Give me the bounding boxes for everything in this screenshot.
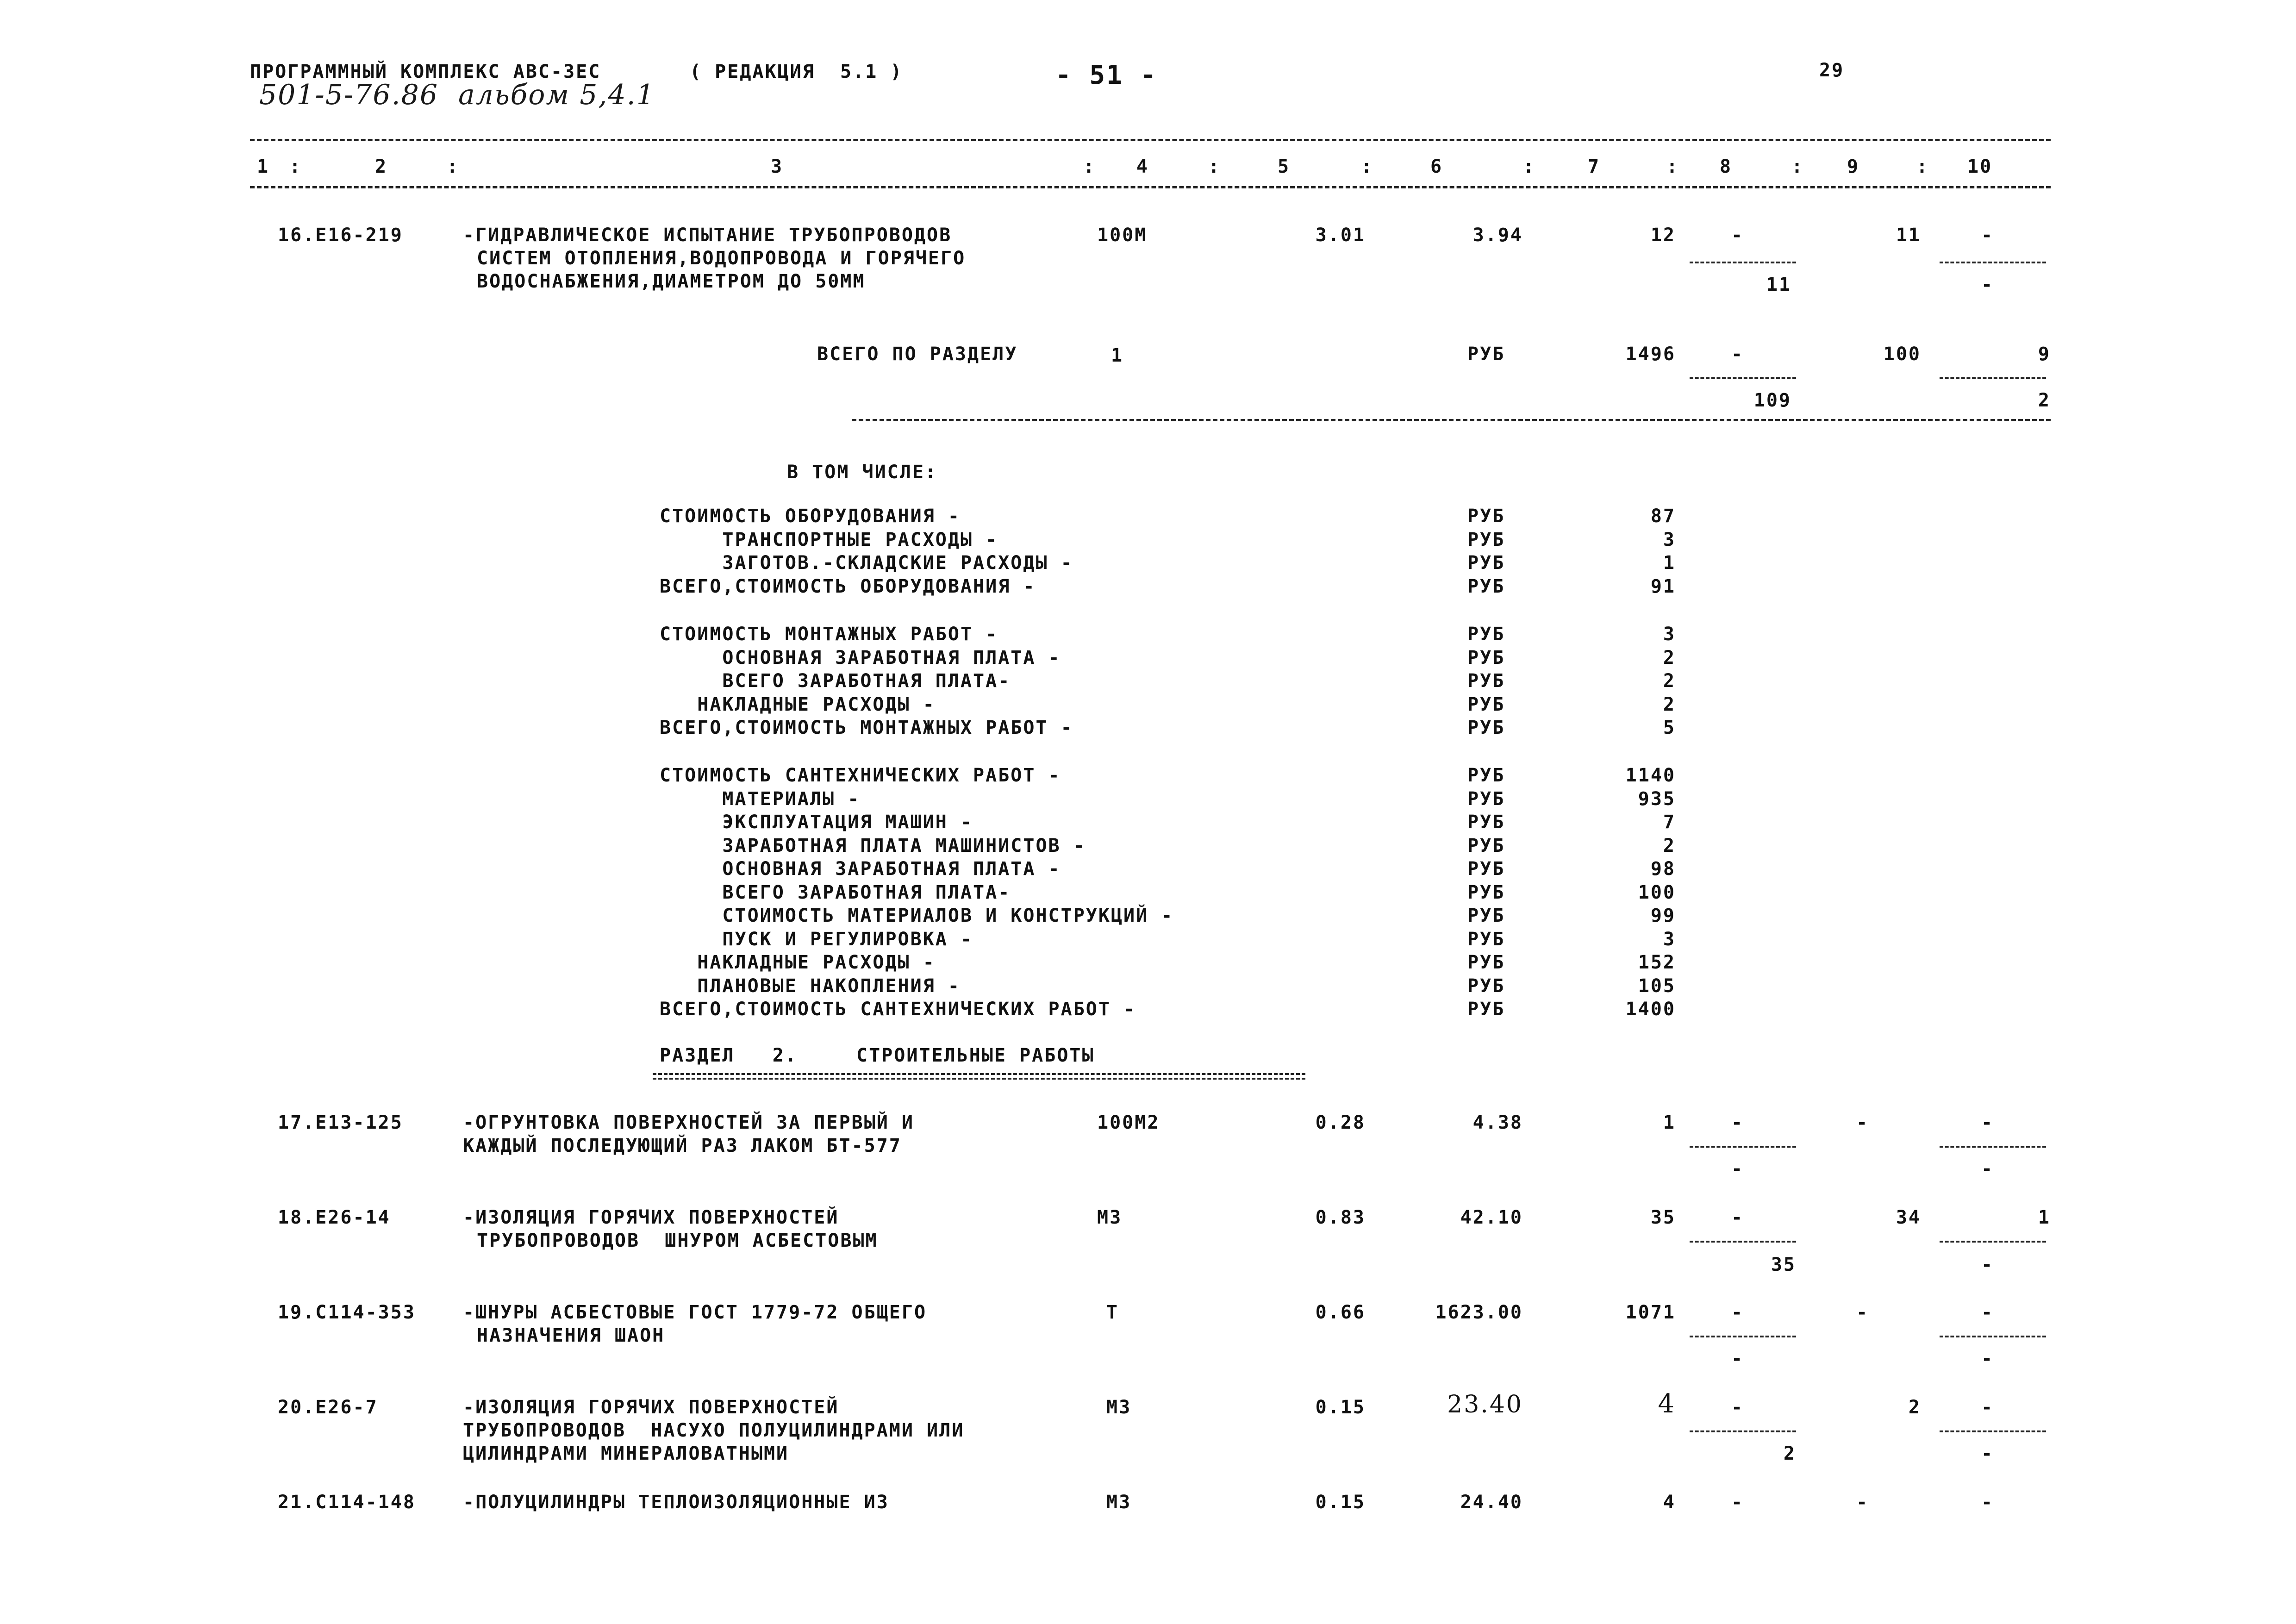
- breakdown-unit: РУБ: [1467, 647, 1505, 668]
- breakdown-value: 1400: [1625, 999, 1676, 1020]
- row-desc-line: -ОГРУНТОВКА ПОВЕРХНОСТЕЙ ЗА ПЕРВЫЙ И: [463, 1112, 914, 1133]
- row-c10: -: [1981, 1112, 1994, 1133]
- breakdown-label: ВСЕГО ЗАРАБОТНАЯ ПЛАТА-: [660, 670, 1011, 692]
- breakdown-value: 5: [1663, 717, 1676, 738]
- section-total-c10: 9: [2038, 344, 2051, 365]
- row-desc-line: -ИЗОЛЯЦИЯ ГОРЯЧИХ ПОВЕРХНОСТЕЙ: [463, 1207, 839, 1228]
- row-unit: Т: [1106, 1302, 1119, 1323]
- section-total-c9: 100: [1883, 344, 1921, 365]
- row-desc-line: ЦИЛИНДРАМИ МИНЕРАЛОВАТНЫМИ: [463, 1443, 789, 1464]
- column-separator: :: [289, 156, 302, 177]
- c10-fraction-line: [1940, 1146, 2046, 1148]
- c10-fraction-line: [1940, 377, 2046, 379]
- c8-fraction-line: [1690, 1336, 1796, 1337]
- column-separator: :: [1916, 156, 1929, 177]
- breakdown-value: 87: [1650, 506, 1676, 527]
- column-separator: :: [1361, 156, 1374, 177]
- row-c10b: -: [1981, 1158, 1994, 1180]
- row-unit: 100М2: [1097, 1112, 1160, 1133]
- breakdown-value: 3: [1663, 624, 1676, 645]
- breakdown-label: ПУСК И РЕГУЛИРОВКА -: [660, 928, 973, 950]
- breakdown-value: 99: [1650, 905, 1676, 926]
- breakdown-label: ЭКСПЛУАТАЦИЯ МАШИН -: [660, 812, 973, 833]
- header-rule-top: [250, 139, 2051, 141]
- handwritten-code: 501-5-76.86: [259, 79, 439, 111]
- breakdown-label: ЗАГОТОВ.-СКЛАДСКИЕ РАСХОДЫ -: [660, 552, 1073, 574]
- breakdown-unit: РУБ: [1467, 717, 1505, 738]
- row-c10: 1: [2038, 1207, 2051, 1228]
- breakdown-unit: РУБ: [1467, 858, 1505, 880]
- breakdown-value: 105: [1638, 975, 1676, 997]
- row-c9: 2: [1908, 1397, 1921, 1418]
- column-separator: :: [1083, 156, 1096, 177]
- breakdown-label: ВСЕГО,СТОИМОСТЬ МОНТАЖНЫХ РАБОТ -: [660, 717, 1073, 738]
- c8-fraction-line: [1690, 262, 1796, 263]
- column-number: 5: [1278, 156, 1291, 177]
- breakdown-unit: РУБ: [1467, 928, 1505, 950]
- column-number: 7: [1588, 156, 1601, 177]
- row-qty: 3.01: [1315, 225, 1366, 246]
- row-desc-line: ВОДОСНАБЖЕНИЯ,ДИАМЕТРОМ ДО 50ММ: [477, 271, 866, 292]
- breakdown-unit: РУБ: [1467, 552, 1505, 574]
- row-desc-line: СИСТЕМ ОТОПЛЕНИЯ,ВОДОПРОВОДА И ГОРЯЧЕГО: [477, 248, 966, 269]
- row-unit: 100М: [1097, 225, 1148, 246]
- row-total: 12: [1650, 225, 1676, 246]
- header-rule-bottom: [250, 186, 2051, 188]
- row-price: 24.40: [1460, 1492, 1523, 1513]
- section2-title: СТРОИТЕЛЬНЫЕ РАБОТЫ: [856, 1045, 1095, 1066]
- row-desc-line: ТРУБОПРОВОДОВ НАСУХО ПОЛУЦИЛИНДРАМИ ИЛИ: [463, 1420, 965, 1441]
- breakdown-label: ОСНОВНАЯ ЗАРАБОТНАЯ ПЛАТА -: [660, 858, 1061, 880]
- row-code: 17.Е13-125: [278, 1112, 403, 1133]
- c8-fraction-line: [1690, 1146, 1796, 1148]
- breakdown-unit: РУБ: [1467, 812, 1505, 833]
- breakdown-value: 1140: [1625, 765, 1676, 786]
- breakdown-label: НАКЛАДНЫЕ РАСХОДЫ -: [660, 952, 936, 973]
- row-qty: 0.83: [1315, 1207, 1366, 1228]
- program-title: ПРОГРАММНЫЙ КОМПЛЕКС АВС-3ЕС: [250, 61, 601, 82]
- including-label: В ТОМ ЧИСЛЕ:: [787, 462, 937, 483]
- row-c10: -: [1981, 1397, 1994, 1418]
- breakdown-value: 7: [1663, 812, 1676, 833]
- row-total: 4: [1663, 1492, 1676, 1513]
- breakdown-unit: РУБ: [1467, 529, 1505, 550]
- c10-fraction-line: [1940, 1241, 2046, 1243]
- column-separator: :: [447, 156, 460, 177]
- row-c10b: -: [1981, 1348, 1994, 1369]
- row-desc-line: -ИЗОЛЯЦИЯ ГОРЯЧИХ ПОВЕРХНОСТЕЙ: [463, 1397, 839, 1418]
- breakdown-value: 2: [1663, 835, 1676, 856]
- c8-fraction-line: [1690, 377, 1796, 379]
- column-number: 9: [1847, 156, 1860, 177]
- row-price: 1623.00: [1435, 1302, 1523, 1323]
- breakdown-label: ТРАНСПОРТНЫЕ РАСХОДЫ -: [660, 529, 998, 550]
- breakdown-value: 91: [1650, 575, 1676, 597]
- breakdown-unit: РУБ: [1467, 765, 1505, 786]
- row-c8b: -: [1731, 1158, 1744, 1180]
- row-qty: 0.28: [1315, 1112, 1366, 1133]
- handwritten-album: альбом 5,4.1: [458, 79, 655, 111]
- c10-fraction-line: [1940, 262, 2046, 263]
- column-number: 2: [375, 156, 388, 177]
- row-qty: 0.15: [1315, 1492, 1366, 1513]
- breakdown-unit: РУБ: [1467, 905, 1505, 926]
- breakdown-unit: РУБ: [1467, 624, 1505, 645]
- column-separator: :: [1523, 156, 1536, 177]
- row-code: 20.Е26-7: [278, 1397, 378, 1418]
- row-total: 35: [1650, 1207, 1676, 1228]
- edition-label: ( РЕДАКЦИЯ 5.1 ): [690, 61, 903, 82]
- row-c9: -: [1856, 1492, 1869, 1513]
- row-c9: -: [1856, 1302, 1869, 1323]
- breakdown-label: СТОИМОСТЬ МОНТАЖНЫХ РАБОТ -: [660, 624, 998, 645]
- row-desc-line: КАЖДЫЙ ПОСЛЕДУЮЩИЙ РАЗ ЛАКОМ БТ-577: [463, 1135, 902, 1156]
- row-total: 4: [1658, 1389, 1676, 1419]
- column-separator: :: [1791, 156, 1804, 177]
- section-total-num: 1: [1111, 345, 1124, 366]
- section2-underline-1: [653, 1073, 1305, 1075]
- row-c8: -: [1731, 1492, 1744, 1513]
- section-total-label: ВСЕГО ПО РАЗДЕЛУ: [817, 344, 1018, 365]
- breakdown-label: МАТЕРИАЛЫ -: [660, 788, 861, 810]
- section-total-c8b: 109: [1753, 390, 1791, 411]
- column-separator: :: [1208, 156, 1221, 177]
- row-unit: М3: [1097, 1207, 1123, 1228]
- row-price: 3.94: [1472, 225, 1523, 246]
- section-total-value: 1496: [1625, 344, 1676, 365]
- row-c9: -: [1856, 1112, 1869, 1133]
- breakdown-unit: РУБ: [1467, 788, 1505, 810]
- breakdown-value: 2: [1663, 693, 1676, 715]
- page-number-center: - 51 -: [1055, 60, 1158, 90]
- breakdown-unit: РУБ: [1467, 670, 1505, 692]
- row-qty: 0.15: [1315, 1397, 1366, 1418]
- row-c8: -: [1731, 1397, 1744, 1418]
- row-c8b: 35: [1771, 1254, 1796, 1275]
- row-desc-line: -ГИДРАВЛИЧЕСКОЕ ИСПЫТАНИЕ ТРУБОПРОВОДОВ: [463, 225, 952, 246]
- row-c8b: 11: [1766, 274, 1791, 295]
- c10-fraction-line: [1940, 1430, 2046, 1432]
- breakdown-label: СТОИМОСТЬ МАТЕРИАЛОВ И КОНСТРУКЦИЙ -: [660, 905, 1174, 926]
- row-code: 19.С114-353: [278, 1302, 416, 1323]
- breakdown-value: 152: [1638, 952, 1676, 973]
- row-c8: -: [1731, 1302, 1744, 1323]
- section-total-c8: -: [1731, 344, 1744, 365]
- row-c8b: 2: [1783, 1443, 1796, 1464]
- column-number: 8: [1720, 156, 1733, 177]
- breakdown-label: СТОИМОСТЬ САНТЕХНИЧЕСКИХ РАБОТ -: [660, 765, 1061, 786]
- row-desc-line: -ПОЛУЦИЛИНДРЫ ТЕПЛОИЗОЛЯЦИОННЫЕ ИЗ: [463, 1492, 889, 1513]
- row-c8: -: [1731, 1112, 1744, 1133]
- breakdown-value: 100: [1638, 881, 1676, 903]
- row-c10: -: [1981, 1492, 1994, 1513]
- breakdown-value: 3: [1663, 928, 1676, 950]
- row-c8: -: [1731, 225, 1744, 246]
- page-number-right: 29: [1819, 60, 1845, 81]
- breakdown-value: 935: [1638, 788, 1676, 810]
- row-price: 23.40: [1447, 1391, 1523, 1418]
- row-unit: М3: [1106, 1492, 1132, 1513]
- breakdown-unit: РУБ: [1467, 575, 1505, 597]
- breakdown-label: ВСЕГО,СТОИМОСТЬ САНТЕХНИЧЕСКИХ РАБОТ -: [660, 999, 1136, 1020]
- row-c10b: -: [1981, 274, 1994, 295]
- column-separator: :: [1666, 156, 1679, 177]
- breakdown-unit: РУБ: [1467, 693, 1505, 715]
- row-qty: 0.66: [1315, 1302, 1366, 1323]
- section-total-rule: [852, 419, 2051, 421]
- row-c10b: -: [1981, 1443, 1994, 1464]
- row-c10: -: [1981, 225, 1994, 246]
- row-desc-line: ТРУБОПРОВОДОВ ШНУРОМ АСБЕСТОВЫМ: [477, 1230, 878, 1251]
- row-desc-line: НАЗНАЧЕНИЯ ШАОН: [477, 1325, 665, 1346]
- row-c9: 11: [1896, 225, 1921, 246]
- breakdown-unit: РУБ: [1467, 999, 1505, 1020]
- column-number: 10: [1967, 156, 1993, 177]
- column-number: 4: [1136, 156, 1149, 177]
- breakdown-value: 98: [1650, 858, 1676, 880]
- section2-number: РАЗДЕЛ 2.: [660, 1045, 798, 1066]
- row-price: 4.38: [1472, 1112, 1523, 1133]
- breakdown-label: ЗАРАБОТНАЯ ПЛАТА МАШИНИСТОВ -: [660, 835, 1086, 856]
- row-c9: 34: [1896, 1207, 1921, 1228]
- breakdown-label: НАКЛАДНЫЕ РАСХОДЫ -: [660, 693, 936, 715]
- section-total-unit: РУБ: [1467, 344, 1505, 365]
- row-c10: -: [1981, 1302, 1994, 1323]
- row-c8: -: [1731, 1207, 1744, 1228]
- breakdown-value: 3: [1663, 529, 1676, 550]
- breakdown-label: СТОИМОСТЬ ОБОРУДОВАНИЯ -: [660, 506, 961, 527]
- c8-fraction-line: [1690, 1430, 1796, 1432]
- c8-fraction-line: [1690, 1241, 1796, 1243]
- row-c8b: -: [1731, 1348, 1744, 1369]
- row-total: 1: [1663, 1112, 1676, 1133]
- c10-fraction-line: [1940, 1336, 2046, 1337]
- row-total: 1071: [1625, 1302, 1676, 1323]
- breakdown-value: 2: [1663, 647, 1676, 668]
- row-price: 42.10: [1460, 1207, 1523, 1228]
- breakdown-unit: РУБ: [1467, 975, 1505, 997]
- row-c10b: -: [1981, 1254, 1994, 1275]
- breakdown-label: ПЛАНОВЫЕ НАКОПЛЕНИЯ -: [660, 975, 961, 997]
- row-code: 18.Е26-14: [278, 1207, 391, 1228]
- row-code: 16.Е16-219: [278, 225, 403, 246]
- column-number: 6: [1430, 156, 1443, 177]
- breakdown-unit: РУБ: [1467, 506, 1505, 527]
- section2-underline-2: [653, 1078, 1305, 1080]
- breakdown-unit: РУБ: [1467, 881, 1505, 903]
- column-number: 3: [771, 156, 784, 177]
- row-desc-line: -ШНУРЫ АСБЕСТОВЫЕ ГОСТ 1779-72 ОБЩЕГО: [463, 1302, 927, 1323]
- column-number: 1: [257, 156, 270, 177]
- breakdown-label: ОСНОВНАЯ ЗАРАБОТНАЯ ПЛАТА -: [660, 647, 1061, 668]
- breakdown-value: 1: [1663, 552, 1676, 574]
- row-unit: М3: [1106, 1397, 1132, 1418]
- row-code: 21.С114-148: [278, 1492, 416, 1513]
- breakdown-value: 2: [1663, 670, 1676, 692]
- section-total-c10b: 2: [2038, 390, 2051, 411]
- breakdown-label: ВСЕГО,СТОИМОСТЬ ОБОРУДОВАНИЯ -: [660, 575, 1036, 597]
- breakdown-unit: РУБ: [1467, 835, 1505, 856]
- breakdown-unit: РУБ: [1467, 952, 1505, 973]
- breakdown-label: ВСЕГО ЗАРАБОТНАЯ ПЛАТА-: [660, 881, 1011, 903]
